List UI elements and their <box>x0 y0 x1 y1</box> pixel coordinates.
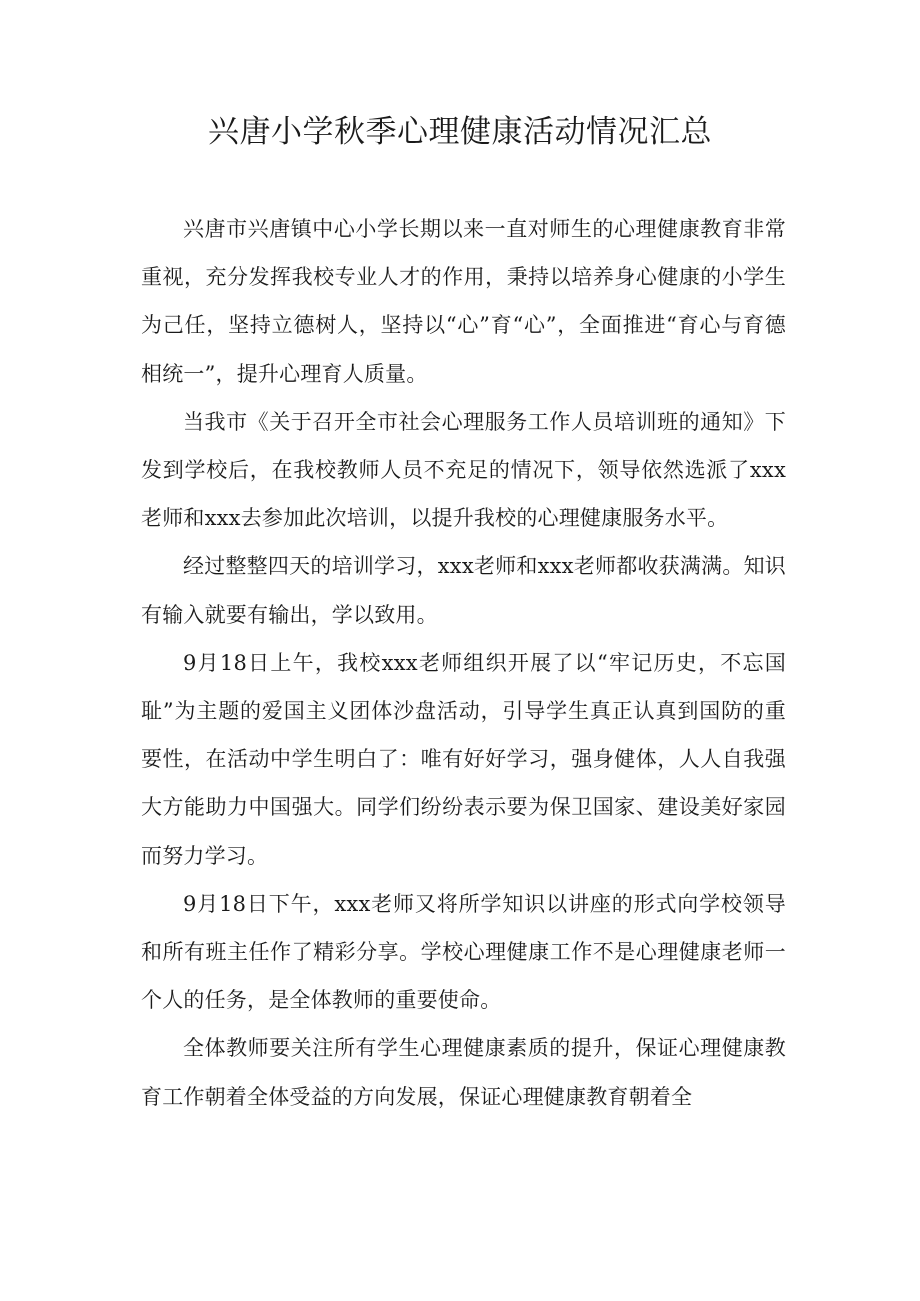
paragraph-4: 9月18日上午，我校xxx老师组织开展了以“牢记历史，不忘国耻”为主题的爱国主义团体沙盘活动，引导学生真正认真到国防的重要性，在活动中学生明白了：唯有好好学习，强身健体，人人自我强大方能助力中国强大。同学们纷纷表示要为保卫国家、建设美好家园而努力学习。 <box>141 650 786 868</box>
paragraph-2: 当我市《关于召开全市社会心理服务工作人员培训班的通知》下发到学校后，在我校教师人员不充足的情况下，领导依然选派了xxx老师和xxx去参加此次培训，以提升我校的心理健康服务水平。 <box>141 409 786 531</box>
document-title: 兴唐小学秋季心理健康活动情况汇总 <box>208 114 712 150</box>
paragraph-5: 9月18日下午，xxx老师又将所学知识以讲座的形式向学校领导和所有班主任作了精彩分享。学校心理健康工作不是心理健康老师一个人的任务，是全体教师的重要使命。 <box>141 891 786 1013</box>
paragraph-6: 全体教师要关注所有学生心理健康素质的提升，保证心理健康教育工作朝着全体受益的方向发展，保证心理健康教育朝着全 <box>141 1036 786 1109</box>
paragraph-1: 兴唐市兴唐镇中心小学长期以来一直对师生的心理健康教育非常重视，充分发挥我校专业人才的作用，秉持以培养身心健康的小学生为己任，坚持立德树人，坚持以“心”育“心”，全面推进“育心与育德相统一”，提升心理育人质量。 <box>141 217 786 386</box>
paragraph-3: 经过整整四天的培训学习，xxx老师和xxx老师都收获满满。知识有输入就要有输出，学以致用。 <box>141 554 786 627</box>
document-body <box>141 205 786 1121</box>
